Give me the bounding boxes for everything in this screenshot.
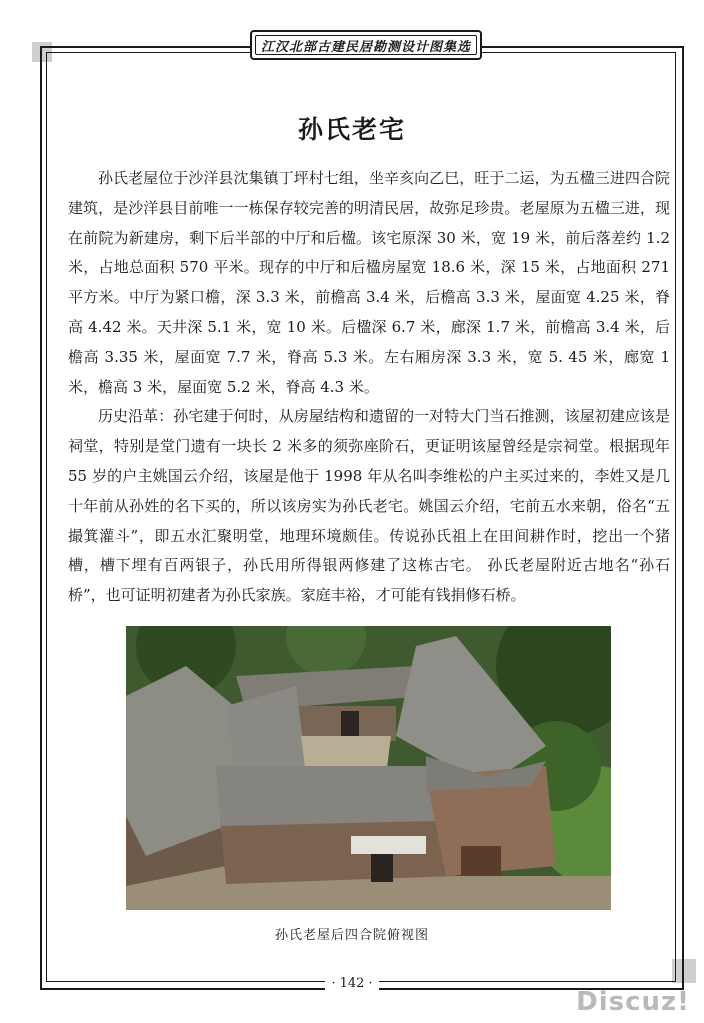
watermark-logo: Discuz! — [576, 987, 690, 1017]
paragraph-history: 历史沿革：孙宅建于何时，从房屋结构和遗留的一对特大门当石推测，该屋初建应该是祠堂，特别是堂门遗有一块长 2 米多的须弥座阶石，更证明该屋曾经是宗祠堂。根据现年 55 岁的户主姚国云介绍，该屋是他于 1998 年从名叫李维松的户主买过来的，李姓又是几十年前从孙姓的名下买的，所以该房实为孙氏老宅。姚国云介绍，宅前五水来朝，俗名“五撮箕灌斗”，即五水汇聚明堂，地理环境颇佳。传说孙氏祖上在田间耕作时，挖出一个猪槽，槽下埋有百两银子，孙氏用所得银两修建了这栋古宅。 孙氏老屋附近古地名“孙石桥”，也可证明初建者为孙氏家族。家庭丰裕，才可能有钱捐修石桥。 — [68, 407, 670, 605]
courtyard-aerial-photo — [126, 626, 611, 910]
article-body — [68, 164, 670, 611]
page-number-text: · 142 · — [325, 976, 378, 991]
running-header — [250, 30, 482, 60]
running-header-title: 江汉北部古建民居勘测设计图集选 — [260, 39, 471, 55]
article-title: 孙氏老宅 — [297, 115, 406, 144]
paragraph-description: 孙氏老屋位于沙洋县沈集镇丁坪村七组，坐辛亥向乙巳，旺于二运，为五楹三进四合院建筑，是沙洋县目前唯一一栋保存较完善的明清民居，故弥足珍贵。老屋原为五楹三进，现在前院为新建房，剩下后半部的中厅和后楹。该宅原深 30 米，宽 19 米，前后落差约 1.2 米，占地总面积 570 平米。现存的中厅和后楹房屋宽 18.6 米，深 15 米，占地面积 271 平方米。中厅为紧口檐，深 3.3 米，前檐高 3.4 米，后檐高 3.3 米，屋面宽 4.25 米，脊高 4.42 米。天井深 5.1 米，宽 10 米。后楹深 6.7 米，廊深 1.7 米，前檐高 3.4 米，后檐高 3.35 米，屋面宽 7.7 米，脊高 5.3 米。左右厢房深 3.3 米，宽 5. 45 米，廊宽 1 米，檐高 3 米，屋面宽 5.2 米，脊高 4.3 米。 — [68, 169, 670, 396]
photo-caption: 孙氏老屋后四合院俯视图 — [274, 928, 429, 943]
